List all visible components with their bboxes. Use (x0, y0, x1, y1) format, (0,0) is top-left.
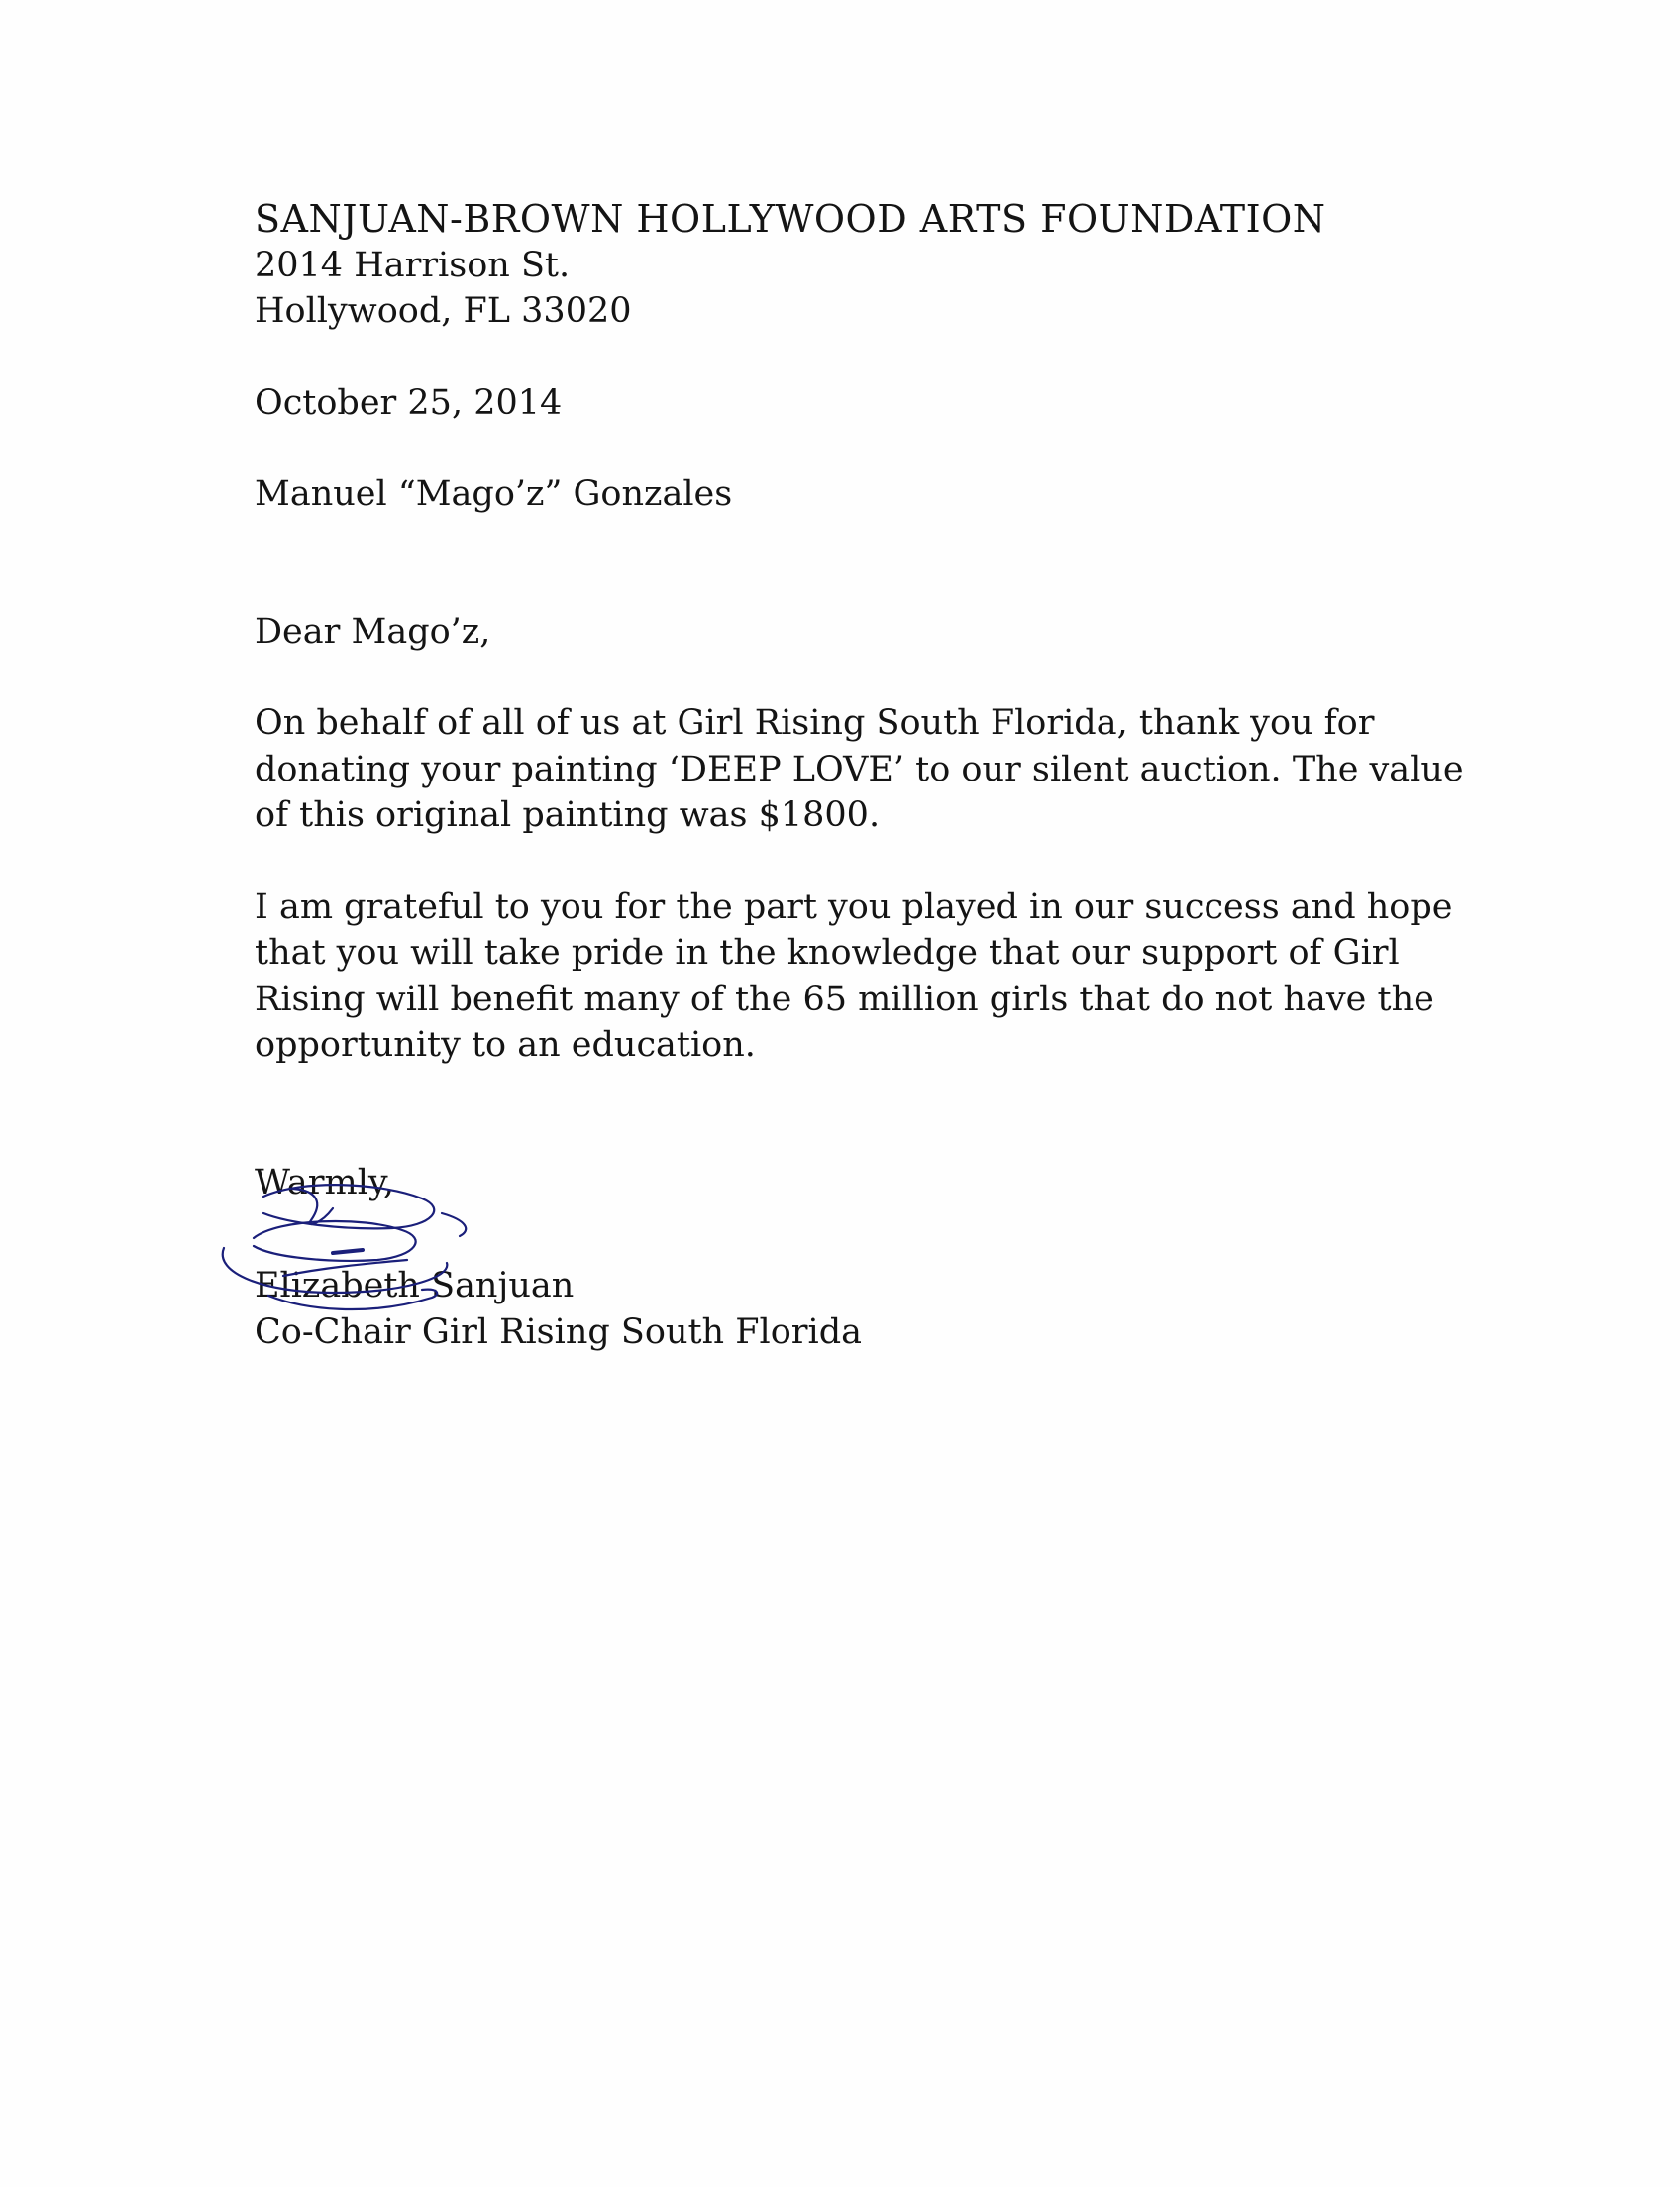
closing: Warmly, (255, 1162, 395, 1202)
signer-name: Elizabeth Sanjuan (255, 1266, 575, 1305)
recipient-name: Manuel “Mago’z” Gonzales (255, 474, 733, 514)
address-city: Hollywood, FL 33020 (255, 291, 632, 331)
signer-title: Co-Chair Girl Rising South Florida (255, 1311, 862, 1352)
letter-body (255, 196, 1483, 1355)
address-street: 2014 Harrison St. (255, 245, 571, 285)
body-paragraph-2: I am grateful to you for the part you played in our success and hope that you will take pride in the knowledge that our support of Girl Rising will benefit many of the 65 million girls that do not have the opportunity to an education. (255, 886, 1453, 1065)
salutation: Dear Mago’z, (255, 611, 491, 652)
body-paragraph-1: On behalf of all of us at Girl Rising South Florida, thank you for donating your painting ‘DEEP LOVE’ to our silent auction. The value of this original painting was $1800. (255, 703, 1464, 835)
organization-name: SANJUAN-BROWN HOLLYWOOD ARTS FOUNDATION (255, 197, 1326, 241)
letter-date: October 25, 2014 (255, 382, 563, 423)
